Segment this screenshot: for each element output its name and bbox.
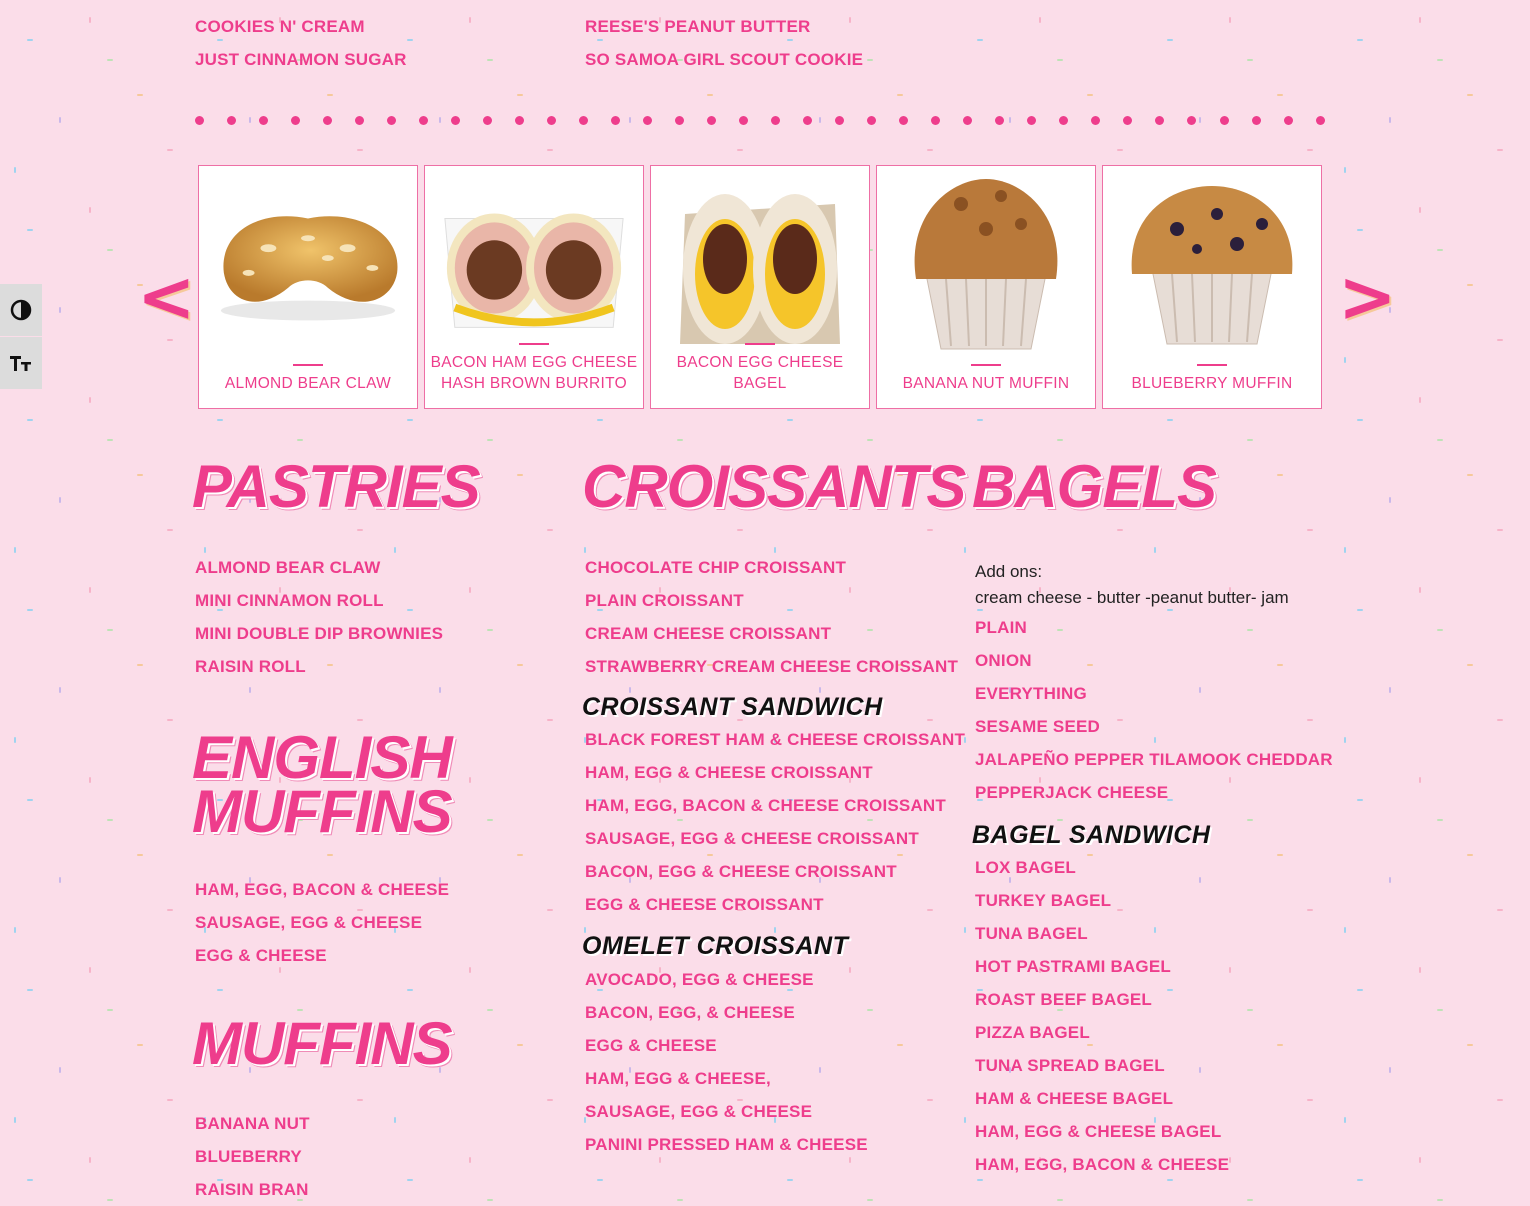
menu-item-link[interactable]: HAM, EGG & CHEESE CROISSANT <box>585 763 873 782</box>
section-title-english-muffins <box>192 724 552 845</box>
menu-item-link[interactable]: JALAPEÑO PEPPER TILAMOOK CHEDDAR <box>975 750 1333 769</box>
menu-item-link[interactable]: HAM, EGG, BACON & CHEESE <box>195 880 450 899</box>
menu-item-link[interactable]: SAUSAGE, EGG & CHEESE <box>195 913 423 932</box>
menu-column-croissants <box>582 446 966 1161</box>
menu-item-link[interactable]: BANANA NUT <box>195 1114 310 1133</box>
section-title-line: ENGLISH <box>192 724 452 791</box>
divider-dot <box>323 116 332 125</box>
text-size-button[interactable] <box>0 337 42 389</box>
menu-item-link[interactable]: STRAWBERRY CREAM CHEESE CROISSANT <box>585 657 959 676</box>
divider-dot <box>867 116 876 125</box>
menu-item-link[interactable]: TURKEY BAGEL <box>975 891 1112 910</box>
section-title-croissants: CROISSANTS <box>582 453 966 520</box>
product-image <box>661 174 859 352</box>
divider-dot <box>1027 116 1036 125</box>
divider-dot <box>899 116 908 125</box>
english-muffins-list <box>192 873 552 972</box>
menu-column-pastries <box>192 446 552 1206</box>
menu-item-link[interactable]: BACON, EGG, & CHEESE <box>585 1003 795 1022</box>
menu-item-link[interactable]: EGG & CHEESE <box>585 1036 717 1055</box>
product-image <box>435 174 633 352</box>
carousel-card-caption: BACON EGG CHEESE BAGEL <box>655 343 865 394</box>
bagel-addons-label: Add ons: <box>975 562 1043 581</box>
divider-dot <box>1059 116 1068 125</box>
bagels-list <box>972 611 1352 809</box>
divider-dot <box>675 116 684 125</box>
divider-dot <box>227 116 236 125</box>
divider-dot <box>1091 116 1100 125</box>
divider-dot <box>1155 116 1164 125</box>
subsection-title-croissant-sandwich: CROISSANT SANDWICH <box>582 693 883 721</box>
divider-dot <box>547 116 556 125</box>
dotted-divider <box>195 116 1325 126</box>
divider-dot <box>355 116 364 125</box>
carousel-card-caption: BACON HAM EGG CHEESE HASH BROWN BURRITO <box>429 343 639 394</box>
text-size-icon <box>9 353 33 373</box>
divider-dot <box>931 116 940 125</box>
product-carousel <box>198 165 1322 409</box>
bagel-sandwich-list <box>972 851 1352 1181</box>
product-image <box>209 174 407 352</box>
divider-dot <box>611 116 620 125</box>
product-image <box>887 174 1085 352</box>
carousel-next-arrow[interactable]: > <box>1338 256 1397 338</box>
menu-item-link[interactable]: BLUEBERRY <box>195 1147 302 1166</box>
menu-item-link[interactable]: TUNA SPREAD BAGEL <box>975 1056 1165 1075</box>
menu-item-link[interactable]: MINI DOUBLE DIP BROWNIES <box>195 624 444 643</box>
pastries-list <box>192 551 552 683</box>
top-list-left <box>195 10 407 76</box>
menu-item-link[interactable]: PLAIN CROISSANT <box>585 591 744 610</box>
menu-item-link[interactable]: EGG & CHEESE CROISSANT <box>585 895 824 914</box>
section-title-pastries: PASTRIES <box>192 453 480 520</box>
menu-item-link[interactable]: SAUSAGE, EGG & CHEESE CROISSANT <box>585 829 919 848</box>
divider-dot <box>451 116 460 125</box>
menu-item-link[interactable]: HOT PASTRAMI BAGEL <box>975 957 1171 976</box>
divider-dot <box>995 116 1004 125</box>
menu-item-link[interactable]: HAM & CHEESE BAGEL <box>975 1089 1174 1108</box>
menu-item-link[interactable]: PLAIN <box>975 618 1027 637</box>
divider-dot <box>579 116 588 125</box>
carousel-card-bagel-sandwich[interactable] <box>650 165 870 409</box>
menu-item-link[interactable]: SESAME SEED <box>975 717 1101 736</box>
carousel-prev-arrow[interactable]: < <box>137 256 196 338</box>
menu-item-link[interactable]: PANINI PRESSED HAM & CHEESE <box>585 1135 868 1154</box>
section-title-line: MUFFINS <box>192 778 452 845</box>
divider-dot <box>707 116 716 125</box>
menu-item-link[interactable]: MINI CINNAMON ROLL <box>195 591 384 610</box>
menu-item-link[interactable]: LOX BAGEL <box>975 858 1076 877</box>
divider-dot <box>803 116 812 125</box>
divider-dot <box>1284 116 1293 125</box>
section-title-muffins: MUFFINS <box>192 1010 452 1077</box>
menu-item-link[interactable]: AVOCADO, EGG & CHEESE <box>585 970 814 989</box>
divider-dot <box>483 116 492 125</box>
carousel-card-banana-nut-muffin[interactable] <box>876 165 1096 409</box>
menu-column-bagels <box>972 446 1352 1181</box>
menu-item-link[interactable]: CREAM CHEESE CROISSANT <box>585 624 832 643</box>
menu-item-link[interactable]: SO SAMOA GIRL SCOUT COOKIE <box>585 50 864 69</box>
menu-item-link[interactable]: RAISIN ROLL <box>195 657 306 676</box>
carousel-card-blueberry-muffin[interactable] <box>1102 165 1322 409</box>
carousel-card-caption: ALMOND BEAR CLAW <box>203 364 413 394</box>
menu-item-link[interactable]: BACON, EGG & CHEESE CROISSANT <box>585 862 897 881</box>
menu-item-link[interactable]: SAUSAGE, EGG & CHEESE <box>585 1102 813 1121</box>
carousel-card-burrito[interactable] <box>424 165 644 409</box>
menu-item-link[interactable]: HAM, EGG & CHEESE BAGEL <box>975 1122 1222 1141</box>
menu-item-link[interactable]: PEPPERJACK CHEESE <box>975 783 1169 802</box>
section-title-bagels: BAGELS <box>972 453 1217 520</box>
top-list-right <box>585 10 863 76</box>
menu-item-link[interactable]: HAM, EGG, BACON & CHEESE <box>975 1155 1230 1174</box>
divider-dot <box>195 116 204 125</box>
divider-dot <box>387 116 396 125</box>
divider-dot <box>739 116 748 125</box>
divider-dot <box>963 116 972 125</box>
divider-dot <box>515 116 524 125</box>
subsection-title-omelet-croissant: OMELET CROISSANT <box>582 932 849 960</box>
menu-item-link[interactable]: COOKIES N' CREAM <box>195 17 365 36</box>
divider-dot <box>771 116 780 125</box>
carousel-card-almond-bear-claw[interactable] <box>198 165 418 409</box>
divider-dot <box>1252 116 1261 125</box>
divider-dot <box>291 116 300 125</box>
subsection-title-bagel-sandwich: BAGEL SANDWICH <box>972 821 1211 849</box>
croissants-list <box>582 551 959 683</box>
menu-item-link[interactable]: EVERYTHING <box>975 684 1087 703</box>
menu-item-link[interactable]: EGG & CHEESE <box>195 946 327 965</box>
half-circle-contrast-icon <box>10 299 32 321</box>
muffins-list <box>192 1107 552 1206</box>
croissant-sandwich-list <box>582 723 966 921</box>
menu-item-link[interactable]: REESE'S PEANUT BUTTER <box>585 17 811 36</box>
divider-dot <box>835 116 844 125</box>
contrast-toggle-button[interactable] <box>0 284 42 336</box>
carousel-card-caption: BLUEBERRY MUFFIN <box>1107 364 1317 394</box>
menu-item-link[interactable]: CHOCOLATE CHIP CROISSANT <box>585 558 847 577</box>
menu-item-link[interactable]: ALMOND BEAR CLAW <box>195 558 381 577</box>
menu-item-link[interactable]: HAM, EGG & CHEESE, <box>585 1069 771 1088</box>
menu-item-link[interactable]: PIZZA BAGEL <box>975 1023 1090 1042</box>
omelet-croissant-list <box>582 963 952 1161</box>
divider-dot <box>643 116 652 125</box>
divider-dot <box>1220 116 1229 125</box>
menu-item-link[interactable]: JUST CINNAMON SUGAR <box>195 50 407 69</box>
carousel-card-caption: BANANA NUT MUFFIN <box>881 364 1091 394</box>
divider-dot <box>1123 116 1132 125</box>
menu-item-link[interactable]: ROAST BEEF BAGEL <box>975 990 1152 1009</box>
menu-item-link[interactable]: HAM, EGG, BACON & CHEESE CROISSANT <box>585 796 946 815</box>
menu-item-link[interactable]: BLACK FOREST HAM & CHEESE CROISSANT <box>585 730 966 749</box>
divider-dot <box>259 116 268 125</box>
menu-item-link[interactable]: TUNA BAGEL <box>975 924 1088 943</box>
divider-dot <box>1316 116 1325 125</box>
menu-item-link[interactable]: RAISIN BRAN <box>195 1180 309 1199</box>
bagel-addons-text: cream cheese - butter -peanut butter- jam <box>975 588 1289 607</box>
divider-dot <box>1187 116 1196 125</box>
divider-dot <box>419 116 428 125</box>
product-image <box>1113 174 1311 352</box>
menu-item-link[interactable]: ONION <box>975 651 1032 670</box>
